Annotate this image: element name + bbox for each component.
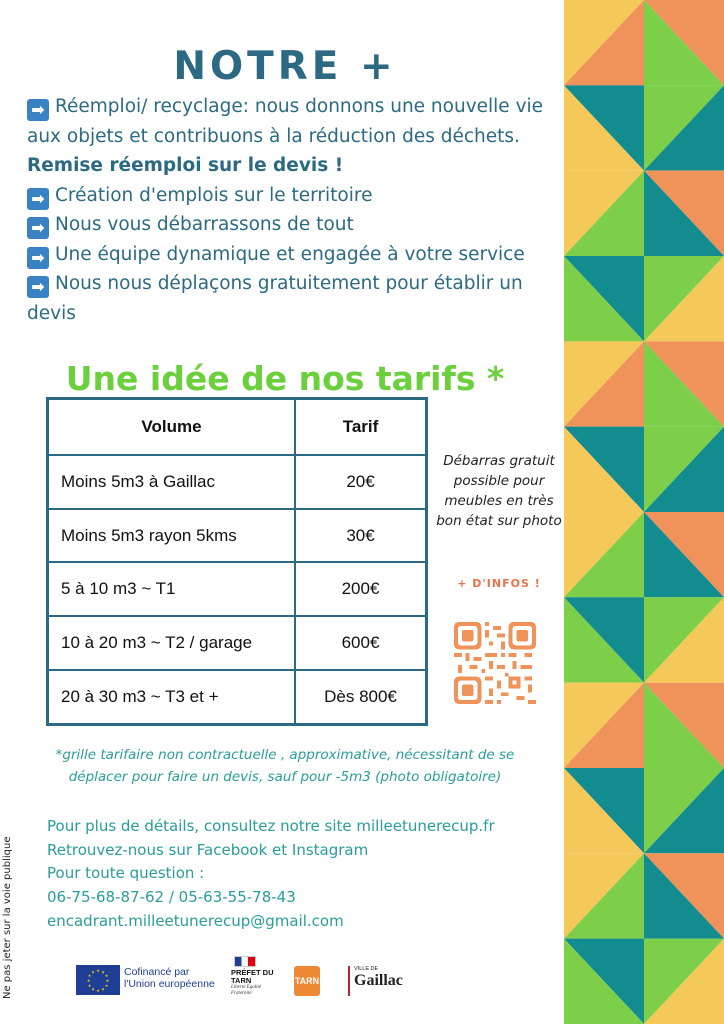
price-cell: Dès 800€ [295,670,427,725]
svg-text:★: ★ [96,988,100,993]
arrow-right-icon: ➡ [27,247,49,269]
table-row [48,455,427,509]
prefet-logo [231,956,279,996]
prefet-label: PRÉFET DU TARN [231,968,274,985]
arrow-right-icon: ➡ [27,99,49,121]
benefit-text: Nous vous débarrassons de tout [55,214,354,235]
column-header-volume: Volume [48,399,296,456]
price-table [46,397,428,726]
svg-text:★: ★ [101,986,105,992]
benefit-item [27,210,552,240]
column-header-tarif: Tarif [295,399,427,456]
price-cell: 20€ [295,455,427,509]
tarifs-heading: Une idée de nos tarifs * [65,359,505,399]
volume-cell: 5 à 10 m3 ~ T1 [48,562,296,616]
pricing-footnote: *grille tarifaire non contractuelle , approximative, nécessitant de se déplacer pour faire un devis, sauf pour -5m3 (photo obligatoire) [55,747,515,785]
svg-text:★: ★ [96,968,100,973]
benefit-text: Création d'emplois sur le territoire [55,184,373,206]
volume-cell: Moins 5m3 à Gaillac [48,455,296,509]
svg-text:★: ★ [87,983,92,988]
svg-text:★: ★ [91,986,95,992]
qr-code-icon[interactable] [454,622,536,704]
contact-social: Retrouvez-nous sur Facebook et Instagram [47,840,369,859]
table-row [48,670,427,725]
arrow-right-icon: ➡ [27,217,49,239]
disposal-notice: Ne pas jeter sur la voie publique [2,836,13,999]
svg-text:★: ★ [104,983,109,988]
arrow-right-icon: ➡ [27,276,49,298]
prefet-motto: Liberté Égalité Fraternité [231,985,262,996]
contact-email[interactable]: encadrant.milleetunerecup@gmail.com [47,911,344,930]
table-header-row [48,399,427,456]
benefit-text: Réemploi/ recyclage: nous donnons une nouvelle vie aux objets et contribuons à la réduction des déchets. [27,96,544,147]
benefit-item [27,240,552,270]
volume-cell: 20 à 30 m3 ~ T3 et + [48,670,296,725]
arrow-right-icon: ➡ [27,188,49,210]
free-removal-note: Débarras gratuit possible pour meubles en très bon état sur photo [436,453,562,529]
table-row [48,562,427,616]
benefit-text: Nous nous déplaçons gratuitement pour établir un devis [27,273,523,324]
gaillac-name: Gaillac [354,972,403,989]
benefits-list [27,92,552,328]
benefit-item [27,181,552,211]
volume-cell: 10 à 20 m3 ~ T2 / garage [48,616,296,670]
decorative-triangle-pattern [564,0,724,1024]
partner-logos [76,956,436,1002]
volume-cell: Moins 5m3 rayon 5kms [48,509,296,563]
benefit-item [27,269,552,328]
svg-text:★: ★ [105,978,110,983]
benefit-highlight: Remise réemploi sur le devis ! [27,155,344,176]
price-cell: 200€ [295,562,427,616]
contact-question-label: Pour toute question : [47,864,205,883]
tarn-logo: TARN [294,966,320,996]
table-row [48,509,427,563]
svg-text:★: ★ [87,973,92,978]
benefit-text: Une équipe dynamique et engagée à votre service [55,243,525,265]
svg-text:★: ★ [86,978,91,983]
contact-phones[interactable]: 06-75-68-87-62 / 05-63-55-78-43 [47,888,296,907]
table-row [48,616,427,670]
page-title: NOTRE + [173,44,397,90]
svg-text:★: ★ [91,969,95,975]
more-info-label: + D'INFOS ! [457,577,541,590]
price-cell: 30€ [295,509,427,563]
benefit-item [27,92,552,181]
contact-list [47,815,547,934]
eu-cofinance-label: Cofinancé par l'Union européenne [124,966,215,990]
eu-flag-icon [76,965,120,995]
contact-website[interactable]: Pour plus de détails, consultez notre site milleetunerecup.fr [47,817,495,835]
french-flag-icon [234,956,256,967]
svg-text:★: ★ [104,973,109,978]
gaillac-logo [348,966,416,996]
gaillac-small-label: VILLE DE [354,966,379,972]
svg-text:★: ★ [101,969,105,975]
price-cell: 600€ [295,616,427,670]
